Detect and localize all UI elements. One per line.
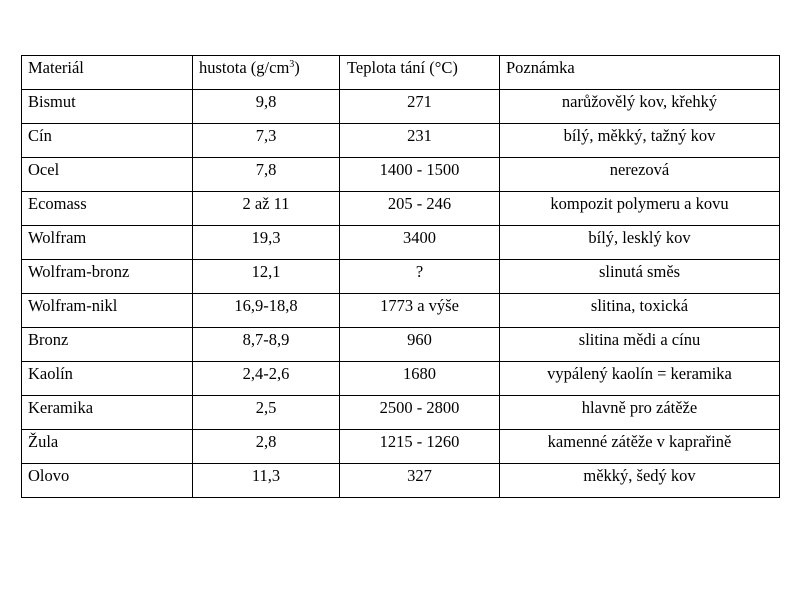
cell-material: Žula [22,430,193,464]
cell-note: kompozit polymeru a kovu [500,192,780,226]
cell-density: 16,9-18,8 [193,294,340,328]
header-density-exponent: 3 [289,59,295,70]
header-density [193,56,340,90]
cell-density: 7,3 [193,124,340,158]
cell-density: 19,3 [193,226,340,260]
cell-density: 2 až 11 [193,192,340,226]
cell-density: 2,4-2,6 [193,362,340,396]
cell-material: Cín [22,124,193,158]
table-row [22,430,780,464]
cell-melting-point: 205 - 246 [340,192,500,226]
cell-material: Ocel [22,158,193,192]
table-row [22,90,780,124]
header-density-text: hustota (g/cm [199,58,290,77]
cell-melting-point: 2500 - 2800 [340,396,500,430]
cell-note: bílý, lesklý kov [500,226,780,260]
cell-material: Ecomass [22,192,193,226]
cell-density: 2,8 [193,430,340,464]
header-material: Materiál [22,56,193,90]
cell-melting-point: 960 [340,328,500,362]
table-row [22,294,780,328]
cell-note: nerezová [500,158,780,192]
table-row [22,124,780,158]
cell-note: narůžovělý kov, křehký [500,90,780,124]
cell-melting-point: 1773 a výše [340,294,500,328]
cell-melting-point: 1400 - 1500 [340,158,500,192]
cell-density: 2,5 [193,396,340,430]
table-row [22,192,780,226]
table-row [22,362,780,396]
cell-melting-point: ? [340,260,500,294]
cell-melting-point: 271 [340,90,500,124]
cell-melting-point: 327 [340,464,500,498]
cell-material: Wolfram [22,226,193,260]
table-row [22,328,780,362]
header-density-close: ) [294,58,300,77]
cell-material: Bismut [22,90,193,124]
cell-note: kamenné zátěže v kaprařině [500,430,780,464]
cell-note: měkký, šedý kov [500,464,780,498]
cell-melting-point: 231 [340,124,500,158]
table-row [22,226,780,260]
cell-material: Bronz [22,328,193,362]
cell-melting-point: 3400 [340,226,500,260]
cell-melting-point: 1215 - 1260 [340,430,500,464]
cell-density: 12,1 [193,260,340,294]
cell-density: 9,8 [193,90,340,124]
cell-density: 11,3 [193,464,340,498]
cell-note: hlavně pro zátěže [500,396,780,430]
cell-note: slinutá směs [500,260,780,294]
cell-material: Kaolín [22,362,193,396]
cell-material: Olovo [22,464,193,498]
header-note: Poznámka [500,56,780,90]
table-row [22,260,780,294]
table-header-row [22,56,780,90]
cell-note: bílý, měkký, tažný kov [500,124,780,158]
cell-material: Wolfram-bronz [22,260,193,294]
cell-note: slitina mědi a cínu [500,328,780,362]
cell-note: slitina, toxická [500,294,780,328]
cell-note: vypálený kaolín = keramika [500,362,780,396]
cell-density: 8,7-8,9 [193,328,340,362]
table-row [22,396,780,430]
cell-material: Keramika [22,396,193,430]
materials-table [21,55,780,498]
cell-melting-point: 1680 [340,362,500,396]
cell-material: Wolfram-nikl [22,294,193,328]
table-row [22,158,780,192]
header-melting-point: Teplota tání (°C) [340,56,500,90]
cell-density: 7,8 [193,158,340,192]
table-row [22,464,780,498]
